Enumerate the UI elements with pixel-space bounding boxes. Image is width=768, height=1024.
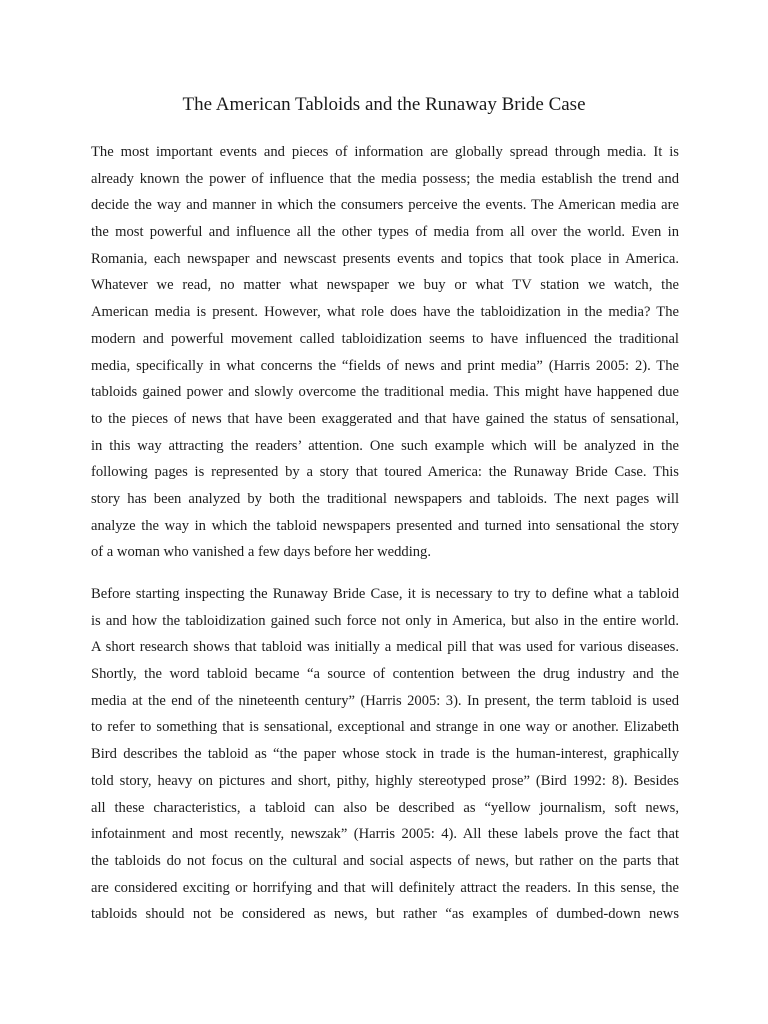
text-line: analyze the way in which the tabloid newspapers presented and turned into sensational the story [91, 517, 679, 534]
paragraph-1 [91, 139, 679, 566]
text-line: media at the end of the nineteenth century” (Harris 2005: 3). In present, the term tabloid is used [91, 692, 679, 709]
text-line: Whatever we read, no matter what newspaper we buy or what TV station we watch, the [91, 277, 679, 294]
text-line: A short research shows that tabloid was initially a medical pill that was used for various diseases. [91, 639, 679, 656]
text-line: all these characteristics, a tabloid can also be described as “yellow journalism, soft news, [91, 799, 679, 816]
text-line: Romania, each newspaper and newscast presents events and topics that took place in America. [91, 250, 679, 267]
paragraph-2 [91, 581, 679, 928]
text-line: to the pieces of news that have been exaggerated and that have gained the status of sensational, [91, 410, 679, 427]
text-line: in this way attracting the readers’ attention. One such example which will be analyzed in the [91, 437, 679, 454]
text-line: media, specifically in what concerns the “fields of news and print media” (Harris 2005: 2). The [91, 357, 679, 374]
text-line: Before starting inspecting the Runaway Bride Case, it is necessary to try to define what a tabloid [91, 586, 679, 602]
text-line: to refer to something that is sensational, exceptional and strange in one way or another. Elizabeth [91, 719, 679, 736]
text-line: infotainment and most recently, newszak” (Harris 2005: 4). All these labels prove the fact that [91, 826, 679, 843]
text-line: following pages is represented by a story that toured America: the Runaway Bride Case. This [91, 464, 679, 481]
text-line: tabloids gained power and slowly overcome the traditional media. This might have happened due [91, 384, 679, 401]
text-line: decide the way and manner in which the consumers perceive the events. The American media are [91, 197, 679, 214]
text-line: told story, heavy on pictures and short, pithy, highly stereotyped prose” (Bird 1992: 8). Besides [91, 772, 679, 789]
document-title: The American Tabloids and the Runaway Bride Case [182, 94, 586, 115]
text-line: Bird describes the tabloid as “the paper whose stock in trade is the human-interest, graphically [91, 746, 679, 763]
text-line: modern and powerful movement called tabloidization seems to have influenced the traditional [91, 330, 679, 347]
text-line: story has been analyzed by both the traditional newspapers and tabloids. The next pages will [91, 490, 679, 507]
text-line: already known the power of influence that the media possess; the media establish the trend and [91, 170, 679, 187]
text-line: is and how the tabloidization gained such force not only in America, but also in the entire world. [91, 612, 679, 629]
text-line: the tabloids do not focus on the cultural and social aspects of news, but rather on the parts that [91, 852, 679, 869]
text-line: Shortly, the word tabloid became “a source of contention between the drug industry and the [91, 666, 679, 683]
text-line: the most powerful and influence all the other types of media from all over the world. Even in [91, 224, 679, 241]
text-line: are considered exciting or horrifying and that will definitely attract the readers. In this sense, the [91, 879, 679, 896]
text-line: of a woman who vanished a few days before her wedding. [91, 544, 432, 561]
text-line: The most important events and pieces of information are globally spread through media. It is [91, 144, 679, 160]
text-line: American media is present. However, what role does have the tabloidization in the media? The [91, 304, 679, 321]
text-line: tabloids should not be considered as news, but rather “as examples of dumbed-down news [91, 906, 679, 923]
